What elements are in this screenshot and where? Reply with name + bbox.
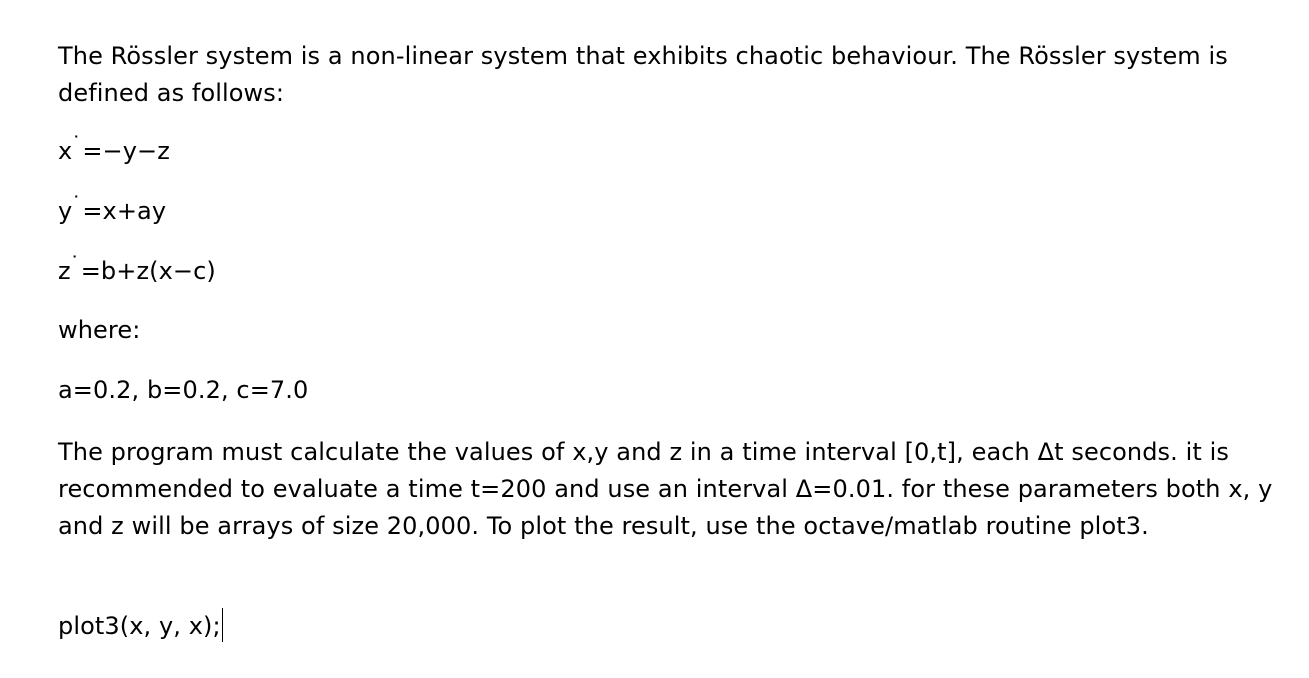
equation-z-var: z ˙ <box>58 252 80 285</box>
equation-x-rhs: =−y−z <box>82 137 170 165</box>
code-line-text: plot3(x, y, x); <box>58 612 221 640</box>
equation-y <box>58 192 167 226</box>
where-label: where: <box>58 316 141 344</box>
parameters-line: a=0.2, b=0.2, c=7.0 <box>58 376 309 404</box>
time-derivative-dot: ˙ <box>71 192 82 216</box>
text-cursor <box>222 608 223 642</box>
equation-z <box>58 252 216 286</box>
code-line <box>58 608 223 642</box>
description-paragraph: The program must calculate the values of x,y and z in a time interval [0,t], each Δt seconds. it is recommended to evaluate a time t=200 and use an interval Δ=0.01. for these parameters both x, y and z will be arrays of size 20,000. To plot the result, use the octave/matlab routine plot3. <box>58 438 1273 540</box>
equation-x-var: x ˙ <box>58 132 82 165</box>
time-derivative-dot: ˙ <box>71 132 82 156</box>
time-derivative-dot: ˙ <box>69 252 80 276</box>
intro-paragraph: The Rössler system is a non-linear system that exhibits chaotic behaviour. The Rössler system is defined as follows: <box>58 42 1228 107</box>
equation-x <box>58 132 170 166</box>
equation-z-rhs: =b+z(x−c) <box>80 257 216 285</box>
equation-y-rhs: =x+ay <box>82 197 167 225</box>
equation-y-var: y ˙ <box>58 192 82 225</box>
